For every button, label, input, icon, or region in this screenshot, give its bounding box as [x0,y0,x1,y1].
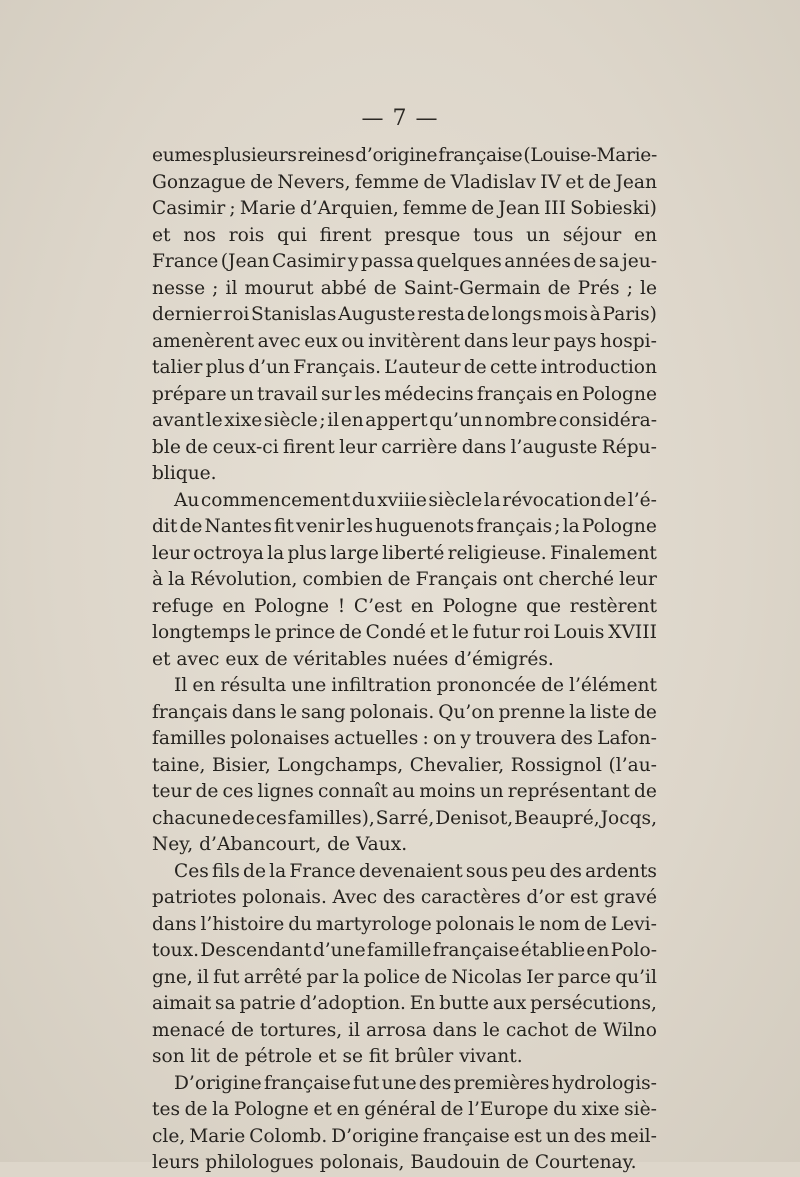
text-line: toux. Descendant d’une famille française établie en Polo- [152,940,657,961]
text-line: Ney, d’Abancourt, de Vaux. [152,834,408,855]
text-line: Il en résulta une infiltration prononcée de l’élément [174,675,657,696]
body-text [152,143,657,1177]
text-line: amenèrent avec eux ou invitèrent dans leur pays hospi- [152,330,657,352]
text-line: taine, Bisier, Longchamps, Chevalier, Rossignol (l’au- [152,754,657,776]
text-line: Gonzague de Nevers, femme de Vladislav IV et de Jean [152,171,657,193]
text-line: et nos rois qui firent presque tous un séjour en [152,224,657,246]
text-line: chacune de ces familles), Sarré, Denisot, Beaupré, Jocqs, [152,807,657,829]
text-line: dans l’histoire du martyrologe polonais le nom de Levi- [152,913,657,935]
text-line: D’origine française fut une des premières hydrologis- [174,1072,657,1094]
text-line: son lit de pétrole et se fit brûler vivant. [152,1046,523,1067]
text-line: Casimir ; Marie d’Arquien, femme de Jean III Sobieski) [152,198,657,219]
text-line: blique. [152,463,217,484]
text-line: dernier roi Stanislas Auguste resta de longs mois à Paris) [152,304,657,325]
text-line: ble de ceux-ci firent leur carrière dans l’auguste Répu- [152,436,657,458]
text-line: talier plus d’un Français. L’auteur de cette introduction [152,357,657,378]
text-line: avant le xixe siècle ; il en appert qu’un nombre considéra- [152,410,657,431]
page-number: — 7 — [361,106,439,131]
text-line: patriotes polonais. Avec des caractères d’or est gravé [152,887,657,908]
text-line: nesse ; il mourut abbé de Saint-Germain de Prés ; le [152,277,657,299]
text-line: français dans le sang polonais. Qu’on prenne la liste de [152,701,657,723]
text-line: cle, Marie Colomb. D’origine française est un des meil- [152,1125,657,1147]
text-line: eumes plusieurs reines d’origine française (Louise-Marie- [152,145,657,166]
text-line: familles polonaises actuelles : on y trouvera des Lafon- [152,728,657,749]
text-line: Au commencement du xviiie siècle la révocation de l’é- [174,489,657,511]
text-line: tes de la Pologne et en général de l’Europe du xixe siè- [152,1099,657,1120]
text-line: longtemps le prince de Condé et le futur roi Louis XVIII [152,622,657,643]
text-line: refuge en Pologne ! C’est en Pologne que restèrent [152,595,657,617]
text-line: menacé de tortures, il arrosa dans le cachot de Wilno [152,1019,657,1041]
text-line: leurs philologues polonais, Baudouin de Courtenay. [152,1152,637,1173]
text-line: prépare un travail sur les médecins français en Pologne [152,383,657,405]
text-line: dit de Nantes fit venir les huguenots français ; la Pologne [152,516,657,537]
text-line: et avec eux de véritables nuées d’émigrés. [152,648,554,670]
text-line: à la Révolution, combien de Français ont cherché leur [152,569,657,590]
text-line: teur de ces lignes connaît au moins un représentant de [152,781,657,802]
text-line: France (Jean Casimir y passa quelques années de sa jeu- [152,251,657,272]
text-line: leur octroya la plus large liberté religieuse. Finalement [152,542,657,564]
text-line: Ces fils de la France devenaient sous peu des ardents [174,860,657,882]
text-line: aimait sa patrie d’adoption. En butte aux persécutions, [152,993,657,1014]
text-line: gne, il fut arrêté par la police de Nicolas Ier parce qu’il [152,966,657,988]
